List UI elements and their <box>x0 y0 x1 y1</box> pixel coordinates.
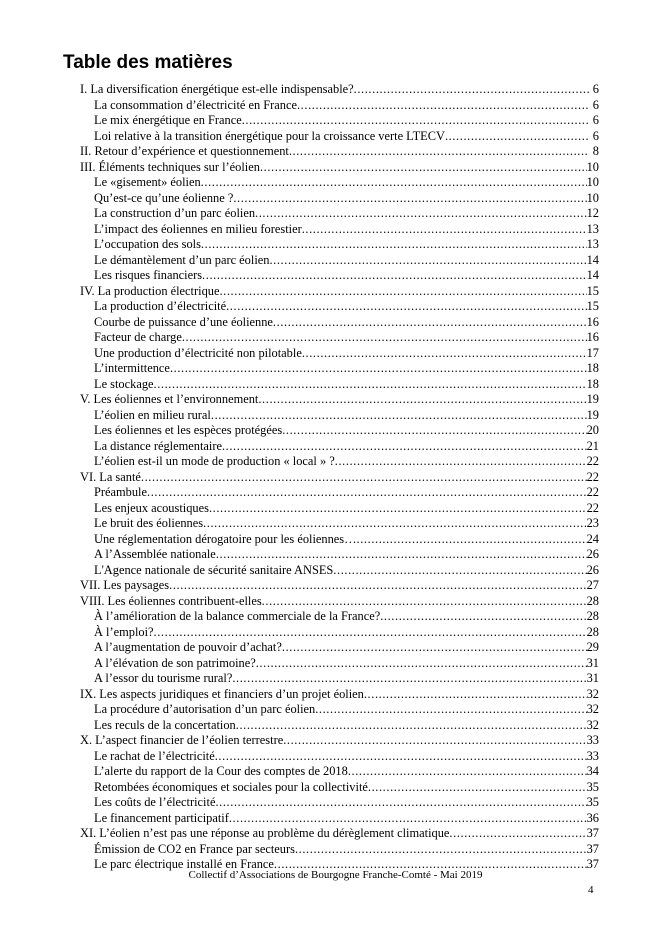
toc-entry-title: Le mix énergétique en France <box>94 113 242 127</box>
toc-subentry[interactable] <box>80 764 599 780</box>
toc-dot-leader <box>269 253 586 269</box>
toc-entry-page: 22 <box>586 485 599 499</box>
toc-dot-leader <box>445 129 589 145</box>
toc-entry-title: A l’Assemblée nationale <box>94 547 216 561</box>
toc-entry-page: 18 <box>586 361 599 375</box>
toc-entry-title: La consommation d’électricité en France <box>94 97 297 112</box>
toc-entry-page: 14 <box>586 252 599 267</box>
toc-entry-page: 33 <box>586 733 599 747</box>
toc-entry-page: 10 <box>586 175 599 189</box>
toc-dot-leader <box>219 284 586 300</box>
toc-entry-title: Retombées économiques et sociales pour la collectivité <box>94 779 368 794</box>
toc-dot-leader <box>333 563 586 579</box>
toc-entry-title: Les risques financiers <box>94 268 203 282</box>
toc-subentry[interactable] <box>80 780 599 796</box>
toc-subentry[interactable] <box>80 485 599 501</box>
toc-dot-leader <box>242 113 589 129</box>
toc-entry-title: La distance réglementaire <box>94 438 222 453</box>
toc-subentry[interactable] <box>80 795 599 811</box>
toc-entry-page: 28 <box>586 593 599 608</box>
toc-entry-page: 10 <box>586 159 599 174</box>
toc-entry-page: 28 <box>586 624 599 639</box>
toc-entry-page: 31 <box>586 671 599 685</box>
toc-entry-title: À l’amélioration de la balance commerciale de la France? <box>94 609 381 623</box>
toc-subentry[interactable] <box>80 268 599 284</box>
toc-subentry[interactable] <box>80 377 599 393</box>
toc-entry-page: 22 <box>586 454 599 468</box>
toc-subentry[interactable] <box>80 811 599 827</box>
toc-entry-title: Le «gisement» éolien <box>94 175 201 189</box>
toc-subentry[interactable] <box>80 547 599 563</box>
toc-entry-title: Facteur de charge <box>94 330 182 344</box>
toc-entry-title: L’alerte du rapport de la Cour des comptes de 2018 <box>94 764 348 778</box>
toc-section-entry[interactable] <box>80 82 599 98</box>
toc-subentry[interactable] <box>80 656 599 672</box>
toc-entry-title: Les reculs de la concertation <box>94 717 236 732</box>
toc-dot-leader <box>348 764 587 780</box>
toc-dot-leader <box>364 687 587 703</box>
toc-subentry[interactable] <box>80 129 599 145</box>
toc-entry-title: II. Retour d’expérience et questionnement <box>80 144 289 158</box>
toc-subentry[interactable] <box>80 222 599 238</box>
toc-entry-title: L’occupation des sols <box>94 237 201 251</box>
toc-entry-page: 17 <box>586 345 599 360</box>
toc-entry-page: 12 <box>586 206 599 220</box>
toc-entry-title: Le stockage <box>94 376 154 391</box>
toc-entry-title: I. La diversification énergétique est-elle indispensable? <box>80 82 354 96</box>
toc-entry-title: Le rachat de l’électricité <box>94 748 215 763</box>
toc-entry-page: 6 <box>592 128 599 143</box>
toc-entry-title: IX. Les aspects juridiques et financiers d’un projet éolien <box>80 686 364 701</box>
toc-dot-leader <box>170 361 587 377</box>
toc-entry-page: 10 <box>586 190 599 205</box>
toc-entry-title: V. Les éoliennes et l’environnement <box>80 392 259 406</box>
toc-subentry[interactable] <box>80 439 599 455</box>
toc-entry-title: Qu’est-ce qu’une éolienne ? <box>94 190 234 205</box>
toc-entry-title: Les éoliennes et les espèces protégées <box>94 423 283 437</box>
toc-entry-page: 32 <box>586 702 599 716</box>
toc-entry-title: A l’augmentation de pouvoir d’achat? <box>94 640 282 654</box>
toc-entry-title: Les enjeux acoustiques <box>94 500 209 515</box>
toc-entry-page: 35 <box>586 795 599 809</box>
toc-dot-leader <box>154 625 587 641</box>
toc-entry-page: 13 <box>586 221 599 236</box>
toc-entry-title: La production d’électricité <box>94 299 227 313</box>
toc-dot-leader <box>449 826 586 842</box>
toc-dot-leader <box>255 206 587 222</box>
toc-section-entry[interactable] <box>80 826 599 842</box>
toc-entry-page: 23 <box>586 516 599 530</box>
toc-subentry[interactable] <box>80 299 599 315</box>
toc-entry-title: L'Agence nationale de sécurité sanitaire ANSES <box>94 562 334 577</box>
toc-dot-leader <box>295 842 587 858</box>
toc-dot-leader <box>357 532 587 548</box>
toc-entry-title: VIII. Les éoliennes contribuent-elles <box>80 593 262 608</box>
toc-entry-page: 22 <box>586 500 599 515</box>
toc-entry-page: 19 <box>586 407 599 422</box>
toc-subentry[interactable] <box>80 346 599 362</box>
toc-dot-leader <box>216 547 587 563</box>
toc-dot-leader <box>232 671 586 687</box>
toc-entry-title: VII. Les paysages <box>80 578 170 592</box>
toc-dot-leader <box>209 501 587 517</box>
toc-entry-title: VI. La santé <box>80 469 141 484</box>
toc-entry-title: L’éolien est-il un mode de production « local » ? <box>94 454 335 468</box>
toc-dot-leader <box>229 811 587 827</box>
toc-entry-page: 8 <box>592 144 599 158</box>
toc-dot-leader <box>201 175 587 191</box>
toc-dot-leader <box>282 640 587 656</box>
toc-section-entry[interactable] <box>80 687 599 703</box>
toc-section-entry[interactable] <box>80 733 599 749</box>
toc-subentry[interactable] <box>80 330 599 346</box>
toc-entry-title: XI. L’éolien n’est pas une réponse au problème du dérèglement climatique <box>80 826 450 840</box>
toc-entry-title: La construction d’un parc éolien <box>94 206 256 220</box>
toc-dot-leader <box>215 749 587 765</box>
toc-dot-leader <box>215 795 586 811</box>
toc-subentry[interactable] <box>80 640 599 656</box>
toc-entry-title: III. Éléments techniques sur l’éolien <box>80 159 260 174</box>
toc-subentry[interactable] <box>80 842 599 858</box>
toc-entry-page: 18 <box>586 376 599 391</box>
toc-subentry[interactable] <box>80 315 599 331</box>
toc-entry-title: Le démantèlement d’un parc éolien <box>94 252 270 267</box>
toc-entry-page: 16 <box>586 314 599 329</box>
toc-dot-leader <box>226 299 587 315</box>
toc-entry-page: 32 <box>586 686 599 701</box>
toc-entry-title: Une production d’électricité non pilotable <box>94 345 302 360</box>
toc-dot-leader <box>315 702 586 718</box>
toc-dot-leader <box>297 98 589 114</box>
toc-dot-leader <box>233 191 586 207</box>
toc-dot-leader <box>256 656 587 672</box>
toc-entry-page: 37 <box>586 826 599 840</box>
toc-section-entry[interactable] <box>80 578 599 594</box>
toc-entry-title: Courbe de puissance d’une éolienne <box>94 314 273 329</box>
toc-entry-title: Le bruit des éoliennes <box>94 516 204 530</box>
toc-entry-page: 26 <box>586 547 599 561</box>
toc-entry-page: 6 <box>592 82 599 96</box>
toc-dot-leader <box>201 237 587 253</box>
toc-subentry[interactable] <box>80 671 599 687</box>
toc-dot-leader <box>354 82 589 98</box>
toc-subentry[interactable] <box>80 206 599 222</box>
toc-dot-leader <box>283 733 586 749</box>
toc-dot-leader <box>368 780 587 796</box>
toc-subentry[interactable] <box>80 516 599 532</box>
toc-subentry[interactable] <box>80 408 599 424</box>
toc-subentry[interactable] <box>80 718 599 734</box>
toc-dot-leader <box>141 470 587 486</box>
toc-entry-page: 26 <box>586 562 599 577</box>
toc-dot-leader <box>260 160 587 176</box>
toc-entry-page: 37 <box>586 857 599 871</box>
toc-subentry[interactable] <box>80 625 599 641</box>
toc-dot-leader <box>335 454 587 470</box>
toc-dot-leader <box>258 392 586 408</box>
toc-subentry[interactable] <box>80 423 599 439</box>
toc-entry-title: Émission de CO2 en France par secteurs <box>94 841 295 856</box>
toc-subentry[interactable] <box>80 609 599 625</box>
toc-entry-title: À l’emploi? <box>94 624 154 639</box>
toc-subentry[interactable] <box>80 113 599 129</box>
page-number: 4 <box>588 884 594 896</box>
toc-subentry[interactable] <box>80 702 599 718</box>
toc-dot-leader <box>302 222 587 238</box>
toc-entry-page: 19 <box>586 392 599 406</box>
table-of-contents <box>80 82 599 873</box>
toc-entry-title: La procédure d’autorisation d’un parc éolien <box>94 702 316 716</box>
toc-entry-title: A l’essor du tourisme rural? <box>94 671 233 685</box>
toc-entry-page: 22 <box>586 469 599 484</box>
toc-entry-title: L’intermittence <box>94 361 170 375</box>
toc-subentry[interactable] <box>80 454 599 470</box>
toc-dot-leader <box>222 439 587 455</box>
toc-entry-page: 35 <box>586 779 599 794</box>
toc-entry-page: 29 <box>586 640 599 654</box>
toc-section-entry[interactable] <box>80 392 599 408</box>
toc-dot-leader <box>147 485 587 501</box>
toc-entry-page: 34 <box>586 764 599 778</box>
toc-entry-page: 33 <box>586 748 599 763</box>
toc-section-entry[interactable] <box>80 144 599 160</box>
toc-subentry[interactable] <box>80 237 599 253</box>
toc-entry-title: Le financement participatif <box>94 810 229 825</box>
toc-entry-page: 20 <box>586 423 599 437</box>
toc-entry-title: Le parc électrique installé en France <box>94 857 274 871</box>
toc-dot-leader <box>169 578 586 594</box>
toc-entry-page: 37 <box>586 841 599 856</box>
toc-dot-leader <box>203 516 587 532</box>
toc-dot-leader <box>236 718 587 734</box>
toc-dot-leader <box>262 594 587 610</box>
toc-entry-title: X. L’aspect financier de l’éolien terrestre <box>80 733 284 747</box>
toc-section-entry[interactable] <box>80 470 599 486</box>
toc-entry-title: Loi relative à la transition énergétique pour la croissance verte LTECV <box>94 128 445 143</box>
toc-entry-page: 13 <box>586 237 599 251</box>
toc-section-entry[interactable] <box>80 284 599 300</box>
toc-entry-page: 36 <box>586 810 599 825</box>
toc-section-entry[interactable] <box>80 160 599 176</box>
toc-entry-page: 31 <box>586 655 599 670</box>
toc-entry-page: 15 <box>586 299 599 313</box>
toc-subentry[interactable] <box>80 175 599 191</box>
toc-subentry[interactable] <box>80 563 599 579</box>
toc-entry-page: 14 <box>586 268 599 282</box>
toc-entry-title: L’impact des éoliennes en milieu forestier <box>94 221 302 236</box>
toc-title: Table des matières <box>63 52 233 73</box>
toc-subentry[interactable] <box>80 532 599 548</box>
toc-entry-title: IV. La production électrique <box>80 283 220 298</box>
toc-entry-page: 16 <box>586 330 599 344</box>
toc-subentry[interactable] <box>80 253 599 269</box>
toc-subentry[interactable] <box>80 98 599 114</box>
toc-entry-page: 27 <box>586 578 599 592</box>
toc-dot-leader <box>289 144 589 160</box>
toc-dot-leader <box>380 609 586 625</box>
toc-dot-leader <box>154 377 587 393</box>
toc-subentry[interactable] <box>80 361 599 377</box>
toc-entry-title: Préambule <box>94 485 147 499</box>
toc-entry-page: 32 <box>586 717 599 732</box>
footer-text: Collectif d’Associations de Bourgogne Franche-Comté - Mai 2019 <box>188 869 483 881</box>
toc-entry-title: L’éolien en milieu rural <box>94 407 211 422</box>
toc-entry-page: 28 <box>586 609 599 623</box>
toc-entry-title: Une réglementation dérogatoire pour les éoliennes… <box>94 531 357 546</box>
toc-entry-title: A l’élévation de son patrimoine? <box>94 655 256 670</box>
toc-dot-leader <box>273 315 587 331</box>
toc-subentry[interactable] <box>80 501 599 517</box>
toc-entry-title: Les coûts de l’électricité <box>94 795 216 809</box>
toc-dot-leader <box>211 408 587 424</box>
toc-entry-page: 15 <box>586 283 599 298</box>
toc-subentry[interactable] <box>80 191 599 207</box>
toc-entry-page: 24 <box>586 531 599 546</box>
toc-dot-leader <box>302 346 587 362</box>
toc-dot-leader <box>202 268 587 284</box>
toc-entry-page: 6 <box>592 113 599 127</box>
toc-dot-leader <box>282 423 586 439</box>
toc-dot-leader <box>182 330 587 346</box>
toc-entry-page: 6 <box>592 97 599 112</box>
toc-entry-page: 21 <box>586 438 599 453</box>
toc-subentry[interactable] <box>80 749 599 765</box>
toc-section-entry[interactable] <box>80 594 599 610</box>
